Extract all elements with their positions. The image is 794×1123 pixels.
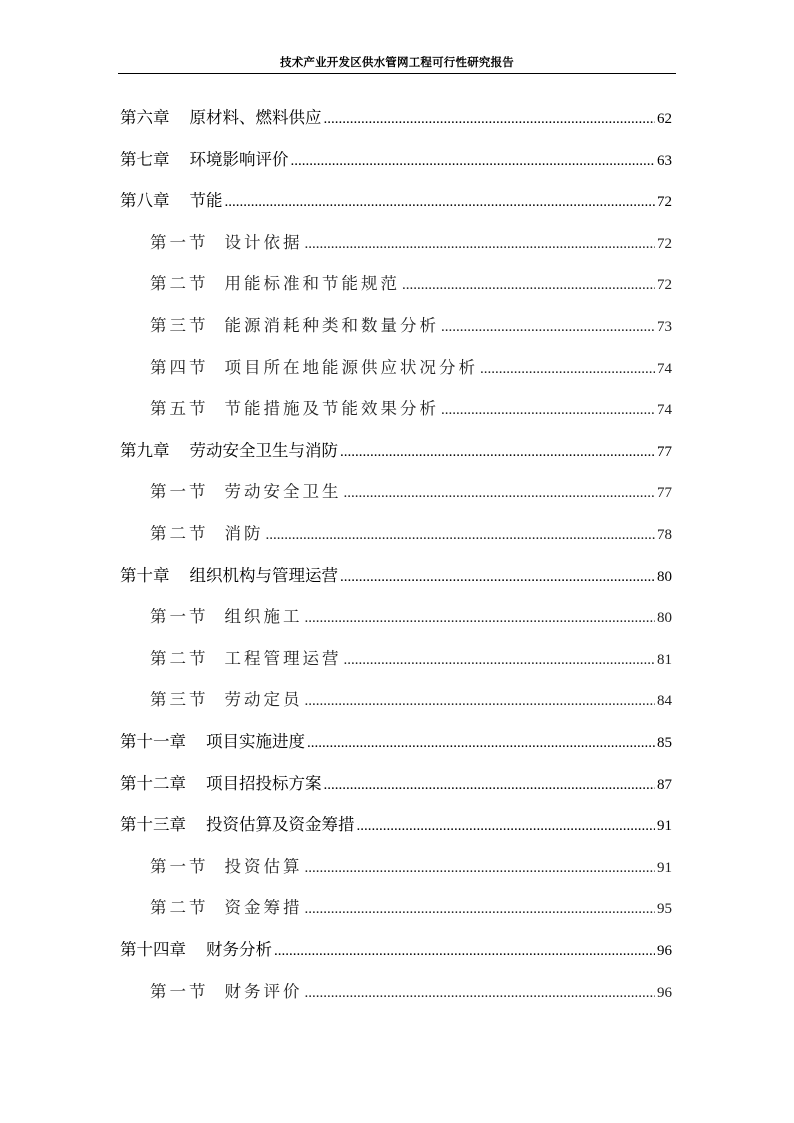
- toc-page-number: 72: [657, 277, 672, 294]
- toc-page-number: 96: [657, 984, 672, 1001]
- toc-entry-title: 工程管理运营: [224, 648, 342, 668]
- toc-dot-leader: [305, 691, 656, 711]
- toc-entry-number: 第一节: [150, 607, 209, 627]
- toc-chapter-entry[interactable]: [120, 940, 672, 961]
- toc-entry-number: 第八章: [120, 191, 170, 211]
- toc-entry-number: 第三节: [150, 316, 209, 335]
- toc-dot-leader: [307, 733, 655, 753]
- toc-chapter-entry[interactable]: [120, 150, 672, 171]
- header-rule: [118, 73, 676, 74]
- toc-chapter-entry[interactable]: [120, 732, 672, 753]
- toc-entry-title: 财务分析: [206, 940, 272, 959]
- toc-section-entry[interactable]: [150, 524, 672, 545]
- toc-entry-number: 第十二章: [120, 773, 186, 793]
- toc-entry-title: 节能: [189, 191, 223, 211]
- toc-entry-number: 第二节: [150, 648, 209, 668]
- toc-section-entry[interactable]: [150, 898, 672, 919]
- toc-dot-leader: [291, 151, 656, 171]
- running-header: 技术产业开发区供水管网工程可行性研究报告: [280, 55, 514, 69]
- toc-chapter-entry[interactable]: [120, 108, 672, 129]
- toc-dot-leader: [480, 359, 655, 379]
- toc-entry-title: 劳动定员: [224, 690, 303, 710]
- toc-dot-leader: [305, 234, 656, 254]
- toc-section-entry[interactable]: [150, 399, 672, 420]
- toc-dot-leader: [324, 775, 656, 795]
- toc-dot-leader: [340, 442, 655, 462]
- toc-dot-leader: [305, 858, 656, 878]
- toc-entry-title: 资金筹措: [224, 898, 303, 918]
- toc-page-number: 95: [657, 901, 672, 918]
- toc-entry-number: 第九章: [120, 440, 170, 460]
- toc-section-entry[interactable]: [150, 982, 672, 1003]
- toc-entry-title: 用能标准和节能规范: [224, 274, 400, 294]
- toc-page-number: 80: [657, 568, 672, 585]
- toc-page-number: 78: [657, 527, 672, 543]
- toc-page-number: 91: [657, 859, 672, 876]
- toc-chapter-entry[interactable]: [120, 566, 672, 587]
- toc-page-number: 77: [657, 443, 672, 460]
- toc-entry-number: 第五节: [150, 399, 209, 419]
- toc-entry-number: 第一节: [150, 482, 209, 502]
- toc-dot-leader: [357, 816, 656, 836]
- toc-entry-number: 第十章: [120, 565, 170, 585]
- toc-entry-number: 第二节: [150, 898, 209, 918]
- toc-page-number: 72: [657, 194, 672, 211]
- toc-entry-title: 能源消耗种类和数量分析: [224, 316, 439, 335]
- toc-dot-leader: [225, 192, 656, 212]
- toc-section-entry[interactable]: [150, 607, 672, 628]
- toc-section-entry[interactable]: [150, 316, 672, 337]
- toc-page-number: 63: [657, 152, 672, 169]
- toc-entry-title: 项目招投标方案: [206, 773, 322, 793]
- toc-page-number: 73: [657, 319, 672, 335]
- toc-entry-number: 第七章: [120, 149, 170, 169]
- toc-entry-title: 原材料、燃料供应: [189, 108, 322, 127]
- toc-page-number: 81: [657, 651, 672, 668]
- toc-entry-title: 财务评价: [224, 981, 303, 1001]
- toc-dot-leader: [340, 567, 655, 587]
- toc-page-number: 84: [657, 693, 672, 710]
- toc-entry-title: 投资估算: [224, 856, 303, 876]
- toc-dot-leader: [324, 109, 656, 129]
- toc-entry-title: 环境影响评价: [189, 149, 289, 169]
- toc-entry-number: 第二节: [150, 524, 209, 543]
- toc-entry-title: 组织机构与管理运营: [189, 565, 338, 585]
- toc-section-entry[interactable]: [150, 857, 672, 878]
- toc-dot-leader: [441, 400, 655, 420]
- toc-chapter-entry[interactable]: [120, 815, 672, 836]
- toc-page-number: 80: [657, 610, 672, 627]
- toc-page-number: 77: [657, 485, 672, 502]
- toc-entry-title: 消防: [224, 524, 264, 543]
- toc-entry-title: 项目实施进度: [206, 732, 305, 751]
- toc-entry-number: 第十四章: [120, 940, 186, 959]
- toc-dot-leader: [305, 983, 656, 1003]
- toc-entry-number: 第三节: [150, 690, 209, 710]
- toc-page-number: 96: [657, 943, 672, 959]
- toc-page-number: 91: [657, 818, 672, 835]
- toc-page-number: 74: [657, 402, 672, 419]
- toc-dot-leader: [402, 275, 655, 295]
- toc-section-entry[interactable]: [150, 690, 672, 711]
- toc-section-entry[interactable]: [150, 233, 672, 254]
- toc-dot-leader: [344, 483, 656, 503]
- toc-entry-title: 项目所在地能源供应状况分析: [224, 357, 478, 377]
- toc-entry-title: 劳动安全卫生与消防: [189, 440, 338, 460]
- toc-entry-number: 第十三章: [120, 815, 186, 835]
- toc-section-entry[interactable]: [150, 482, 672, 503]
- toc-dot-leader: [305, 608, 656, 628]
- toc-page-number: 74: [657, 360, 672, 377]
- toc-section-entry[interactable]: [150, 649, 672, 670]
- toc-entry-title: 设计依据: [224, 232, 303, 252]
- toc-page-number: 62: [657, 111, 672, 127]
- toc-entry-number: 第十一章: [120, 732, 186, 751]
- toc-dot-leader: [344, 650, 656, 670]
- toc-page-number: 87: [657, 776, 672, 793]
- toc-entry-number: 第六章: [120, 108, 170, 127]
- toc-entry-number: 第一节: [150, 232, 209, 252]
- toc-entry-number: 第一节: [150, 981, 209, 1001]
- toc-chapter-entry[interactable]: [120, 191, 672, 212]
- toc-entry-title: 劳动安全卫生: [224, 482, 342, 502]
- toc-entry-number: 第四节: [150, 357, 209, 377]
- toc-entry-number: 第一节: [150, 856, 209, 876]
- toc-page-number: 72: [657, 235, 672, 252]
- toc-entry-title: 节能措施及节能效果分析: [224, 399, 439, 419]
- toc-dot-leader: [266, 525, 656, 545]
- toc-section-entry[interactable]: [150, 274, 672, 295]
- toc-entry-title: 投资估算及资金筹措: [206, 815, 355, 835]
- toc-chapter-entry[interactable]: [120, 441, 672, 462]
- toc-section-entry[interactable]: [150, 358, 672, 379]
- toc-page-number: 85: [657, 735, 672, 751]
- toc-chapter-entry[interactable]: [120, 774, 672, 795]
- toc-entry-number: 第二节: [150, 274, 209, 294]
- toc-dot-leader: [305, 899, 656, 919]
- toc-dot-leader: [274, 941, 655, 961]
- toc-entry-title: 组织施工: [224, 607, 303, 627]
- toc-dot-leader: [441, 317, 655, 337]
